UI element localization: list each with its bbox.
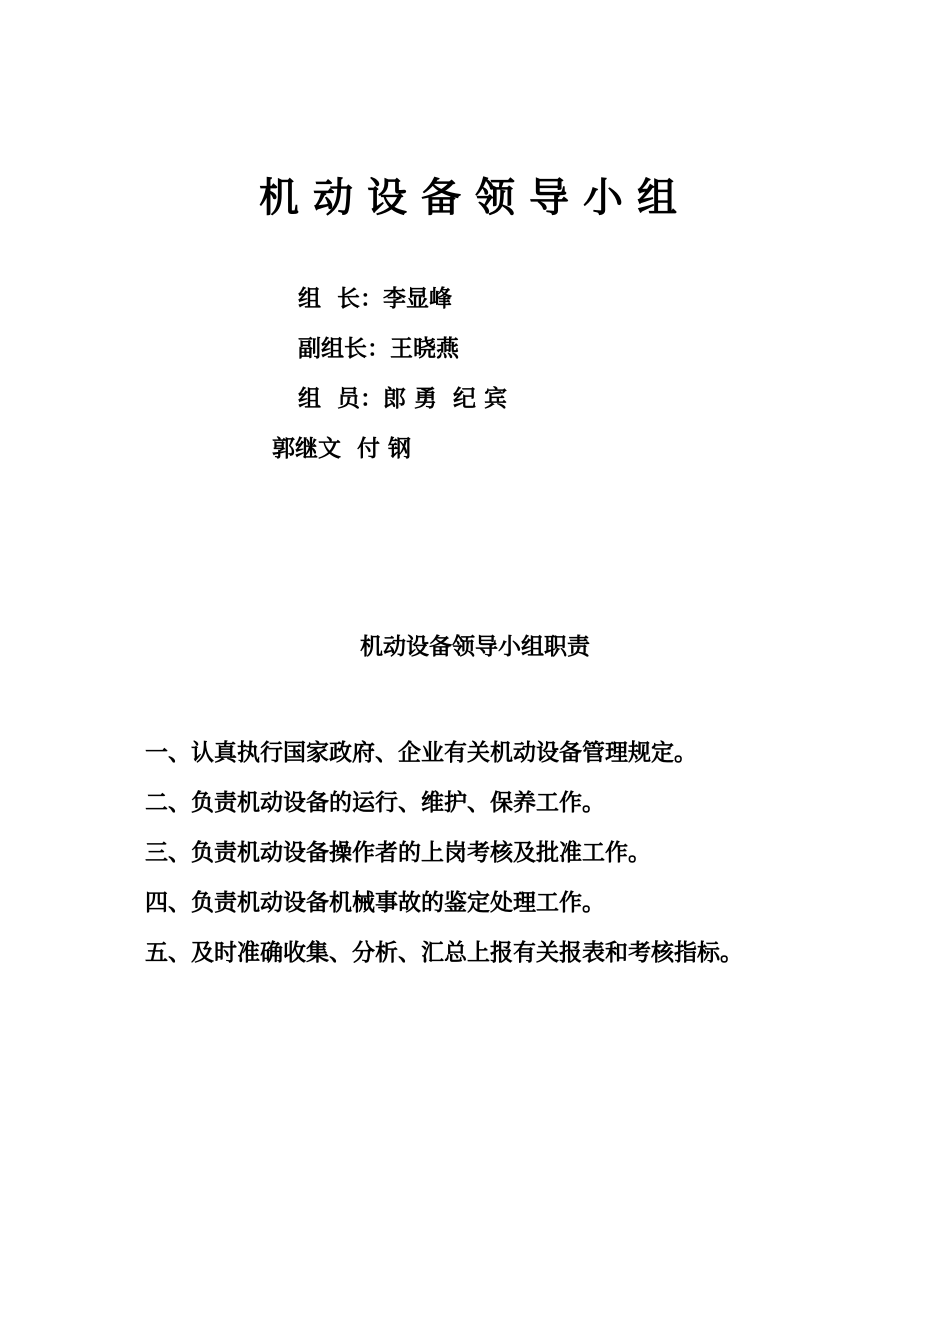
duty-item: 三、负责机动设备操作者的上岗考核及批准工作。 <box>145 839 651 866</box>
member-members: 组 员：郎 勇 纪 宾 <box>298 385 508 412</box>
duty-item: 二、负责机动设备的运行、维护、保养工作。 <box>145 789 605 816</box>
member-members-continued: 郭继文 付 钢 <box>272 435 412 462</box>
duty-item: 四、负责机动设备机械事故的鉴定处理工作。 <box>145 889 605 916</box>
duty-item: 一、认真执行国家政府、企业有关机动设备管理规定。 <box>145 739 697 766</box>
page-title: 机动设备领导小组 <box>259 174 691 221</box>
member-deputy-leader: 副组长：王晓燕 <box>298 335 459 362</box>
member-leader: 组 长：李显峰 <box>298 285 453 312</box>
duties-list <box>145 728 743 978</box>
duties-title: 机动设备领导小组职责 <box>360 633 590 660</box>
duty-item: 五、及时准确收集、分析、汇总上报有关报表和考核指标。 <box>145 939 743 966</box>
